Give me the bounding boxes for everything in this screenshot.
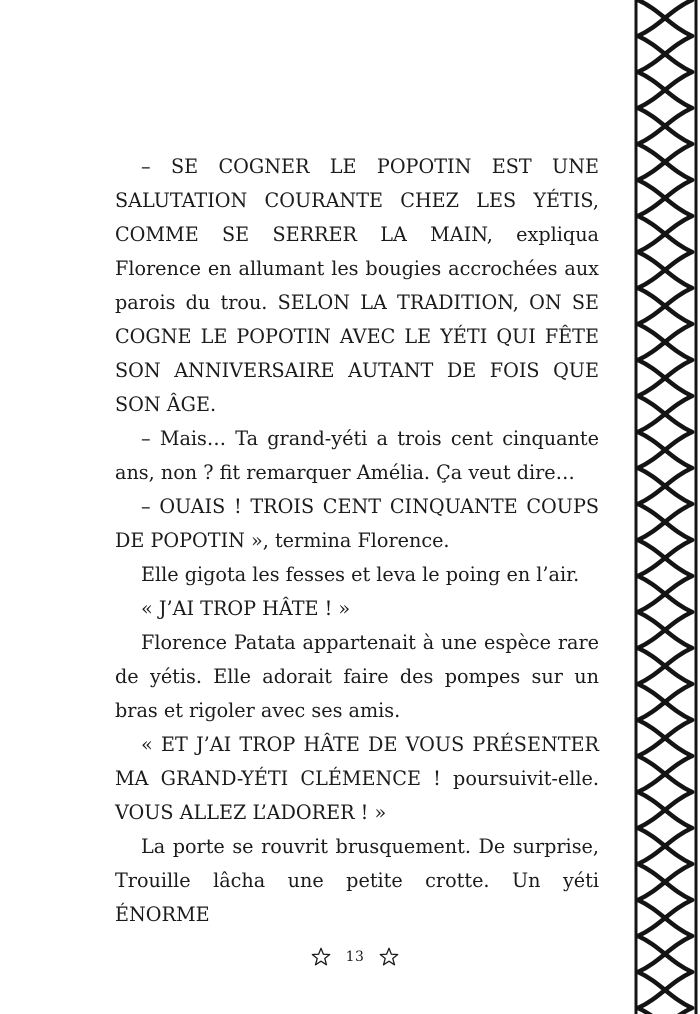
paragraph: Florence Patata appartenait à une espèce rare de yétis. Elle adorait faire des pompes sur un bras et rigoler avec ses amis. (115, 631, 599, 722)
star-outline-icon (378, 946, 400, 968)
paragraph: La porte se rouvrit brusquement. De surprise, Trouille lâcha une petite crotte. Un yéti ÉNORME (115, 835, 599, 926)
paragraph: – OUAIS ! TROIS CENT CINQUANTE COUPS DE POPOTIN », termina Florence. (115, 495, 599, 552)
paragraph: « J’AI TROP HÂTE ! » (141, 597, 351, 620)
page-body-text (115, 150, 599, 932)
decorative-page-border (630, 0, 700, 1014)
star-outline-icon (310, 946, 332, 968)
paragraph: – Mais… Ta grand-yéti a trois cent cinquante ans, non ? fit remarquer Amélia. Ça veut dire… (115, 427, 599, 484)
paragraph: – SE COGNER LE POPOTIN EST UNE SALUTATION COURANTE CHEZ LES YÉTIS, COMME SE SERRER LA MAIN, expliqua Florence en allumant les bougies accrochées aux parois du trou. SELON LA TRADITION, ON SE COGNE LE POPOTIN AVEC LE YÉTI QUI FÊTE SON ANNIVERSAIRE AUTANT DE FOIS QUE SON ÂGE. (115, 155, 599, 416)
paragraph: « ET J’AI TROP HÂTE DE VOUS PRÉSENTER MA GRAND-YÉTI CLÉMENCE ! poursuivit-elle. VOUS ALLEZ L’ADORER ! » (115, 733, 599, 824)
paragraph: Elle gigota les fesses et leva le poing en l’air. (141, 563, 580, 586)
page-number: 13 (345, 949, 365, 965)
page-footer (300, 942, 410, 972)
